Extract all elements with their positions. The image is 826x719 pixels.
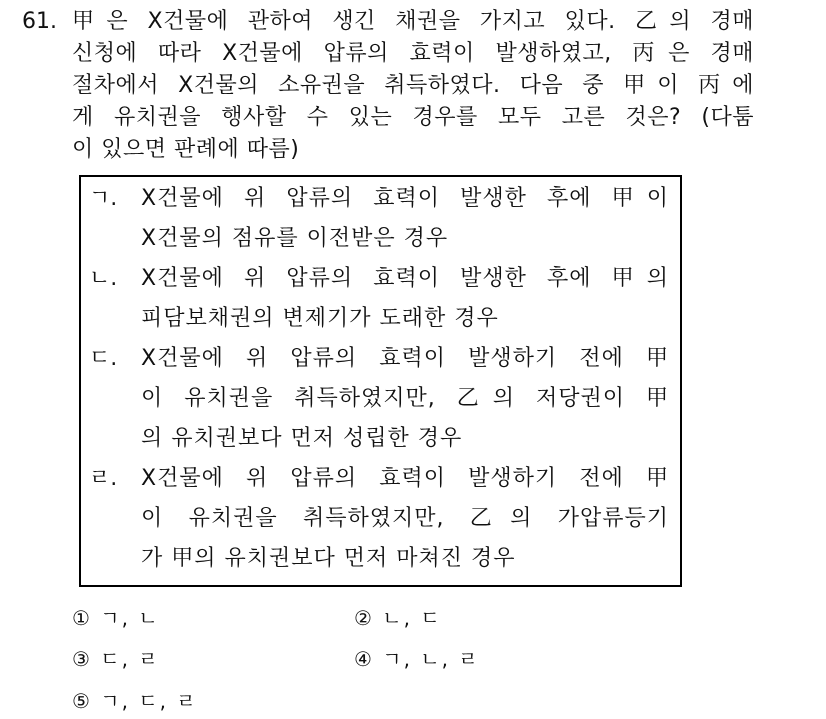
statement-line: 피담보채권의 변제기가 도래한 경우 <box>141 306 499 331</box>
statement-line: X건물의 점유를 이전받은 경우 <box>141 226 449 251</box>
question-line: 이 있으면 판례에 따름) <box>72 137 300 162</box>
statement-item-giyeok <box>89 179 669 259</box>
choice-text: ㄷ, ㄹ <box>100 647 160 671</box>
choice-5[interactable] <box>72 683 198 719</box>
statement-label: ㄴ. <box>89 266 118 291</box>
statement-line: 가 甲의 유치권보다 먼저 마쳐진 경우 <box>141 546 516 571</box>
statement-line: X건물에 위 압류의 효력이 발생하기 전에 甲 <box>141 466 669 491</box>
statement-label: ㄱ. <box>89 186 118 211</box>
choice-1[interactable] <box>72 600 160 636</box>
statements-box <box>79 175 682 587</box>
statement-item-rieul <box>89 459 669 579</box>
statement-label: ㄷ. <box>89 346 118 371</box>
choice-3[interactable] <box>72 641 160 677</box>
statement-line: 이 유치권을 취득하였지만, 乙의 저당권이 甲 <box>141 386 669 411</box>
question-stem <box>72 6 754 166</box>
question-line: 신청에 따라 X건물에 압류의 효력이 발생하였고, 丙은 경매 <box>72 41 754 66</box>
choice-text: ㄴ, ㄷ <box>382 606 442 630</box>
question-line: 게 유치권을 행사할 수 있는 경우를 모두 고른 것은? (다툼 <box>72 105 754 130</box>
choice-marker: ① <box>72 606 92 630</box>
choice-text: ㄱ, ㄴ <box>100 606 160 630</box>
choice-marker: ④ <box>354 647 374 671</box>
choice-4[interactable] <box>354 641 480 677</box>
choice-marker: ⑤ <box>72 689 92 713</box>
statement-line: X건물에 위 압류의 효력이 발생한 후에 甲이 <box>141 186 669 211</box>
choice-marker: ③ <box>72 647 92 671</box>
choice-text: ㄱ, ㄷ, ㄹ <box>100 689 198 713</box>
statement-label: ㄹ. <box>89 466 118 491</box>
statement-item-nieun <box>89 259 669 339</box>
question-line: 절차에서 X건물의 소유권을 취득하였다. 다음 중 甲이 丙에 <box>72 73 754 98</box>
choice-2[interactable] <box>354 600 442 636</box>
question-number: 61. <box>22 9 57 34</box>
question-line: 甲은 X건물에 관하여 생긴 채권을 가지고 있다. 乙의 경매 <box>72 9 754 34</box>
statement-line: X건물에 위 압류의 효력이 발생한 후에 甲의 <box>141 266 669 291</box>
choice-marker: ② <box>354 606 374 630</box>
choice-text: ㄱ, ㄴ, ㄹ <box>382 647 480 671</box>
statement-item-digeut <box>89 339 669 459</box>
statement-line: X건물에 위 압류의 효력이 발생하기 전에 甲 <box>141 346 669 371</box>
statement-line: 의 유치권보다 먼저 성립한 경우 <box>141 426 463 451</box>
statement-line: 이 유치권을 취득하였지만, 乙의 가압류등기 <box>141 506 669 531</box>
